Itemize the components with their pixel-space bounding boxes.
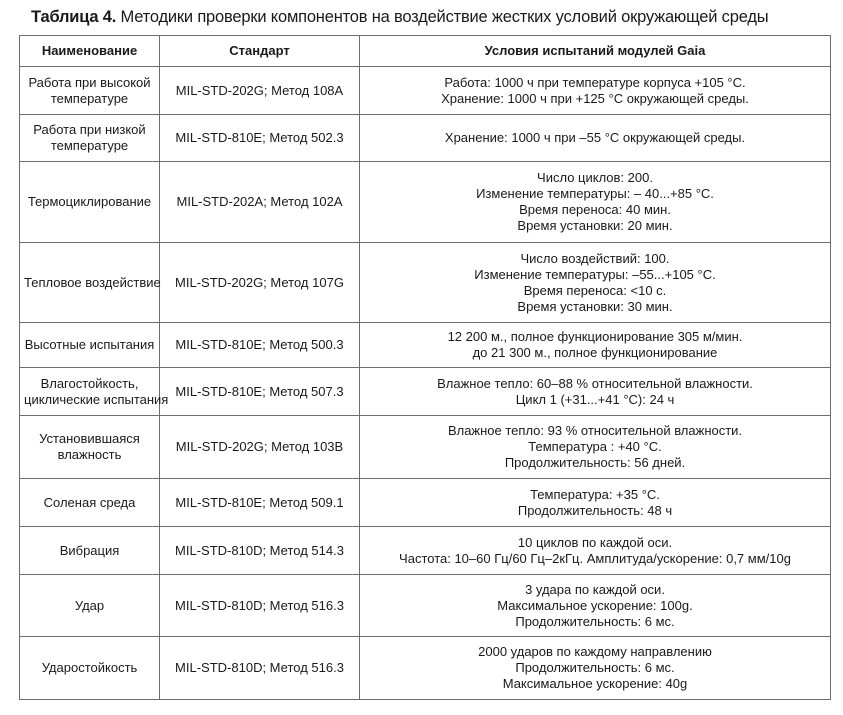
cell-conditions-line: Число циклов: 200. [537,170,653,185]
caption-text: Методики проверки компонентов на воздействие жестких условий окружающей среды [120,8,769,26]
cell-conditions-line: Цикл 1 (+31...+41 °C): 24 ч [515,391,675,407]
cell-name [20,637,160,700]
cell-conditions-line: 10 циклов по каждой оси. [517,534,673,550]
cell-conditions-line: Изменение температуры: – 40...+85 °C. [476,186,714,201]
cell-conditions-line: 12 200 м., полное функционирование 305 м/мин. [447,329,743,344]
table-row [20,637,831,700]
cell-conditions-line: Хранение: 1000 ч при –55 °C окружающей среды. [444,130,746,145]
cell-conditions-line: Продолжительность: 48 ч [517,502,673,518]
cell-conditions [360,527,831,575]
cell-standard: MIL-STD-810D; Метод 516.3 [160,637,360,700]
cell-name [20,368,169,416]
cell-conditions-line: Частота: 10–60 Гц/60 Гц–2кГц. Амплитуда/ускорение: 0,7 мм/10g [399,550,791,566]
cell-conditions [360,479,831,527]
cell-conditions-line: Хранение: 1000 ч при +125 °C окружающей среды. [441,90,749,106]
cell-conditions-line: Время переноса: <10 с. [523,282,667,298]
cell-name-line: Работа при низкой [33,122,146,137]
cell-name-line: Тепловое воздействие [24,274,161,290]
cell-name [20,527,160,575]
cell-name-line: Удар [74,597,105,613]
cell-standard: MIL-STD-810E; Метод 507.3 [160,368,360,416]
cell-conditions-line: до 21 300 м., полное функционирование [472,345,718,360]
cell-name [20,115,160,162]
cell-conditions-line: Время установки: 20 мин. [517,218,673,233]
cell-name-line: Влагостойкость, [40,375,139,391]
cell-conditions-line: Продолжительность: 6 мс. [515,660,675,675]
table-row [20,243,831,323]
cell-conditions-line: Температура : +40 °C. [528,439,662,454]
cell-conditions [360,67,831,115]
cell-standard: MIL-STD-810E; Метод 502.3 [160,115,360,162]
cell-name-line: температуре [50,90,129,106]
cell-conditions [360,637,831,700]
cell-conditions [360,416,831,479]
cell-standard: MIL-STD-202G; Метод 108A [160,67,360,115]
header-standard: Стандарт [160,36,360,67]
cell-conditions [360,368,831,416]
cell-conditions-line: Изменение температуры: –55...+105 °C. [474,266,716,282]
cell-name-line: влажность [57,447,122,462]
table-row [20,479,831,527]
cell-conditions-line: Время переноса: 40 мин. [519,202,671,217]
cell-conditions-line: Время установки: 30 мин. [517,298,673,314]
table-row [20,162,831,243]
cell-conditions-line: Число воздействий: 100. [520,250,670,266]
cell-conditions [360,162,831,243]
cell-name-line: Установившаяся [39,431,140,446]
cell-name-line: Термоциклирование [27,194,152,209]
cell-conditions-line: Продолжительность: 6 мс. [515,613,675,629]
cell-name [20,323,160,368]
cell-name [20,575,160,637]
cell-name-line: температуре [50,138,129,153]
cell-name [20,162,160,243]
cell-conditions-line: Температура: +35 °C. [530,486,660,502]
table-row [20,575,831,637]
cell-name-line: Вибрация [59,542,120,558]
cell-conditions-line: Максимальное ускорение: 40g [502,676,688,691]
cell-conditions [360,243,831,323]
cell-name [20,67,160,115]
table-row [20,323,831,368]
header-conditions: Условия испытаний модулей Gaia [360,36,831,67]
cell-standard: MIL-STD-202A; Метод 102A [160,162,360,243]
cell-conditions-line: Влажное тепло: 60–88 % относительной влажности. [437,375,753,391]
cell-name [20,243,160,323]
cell-name-line: циклические испытания [24,391,169,407]
cell-name-line: Соленая среда [43,494,136,510]
table-row [20,368,831,416]
cell-standard: MIL-STD-810E; Метод 500.3 [160,323,360,368]
cell-name [20,479,160,527]
table-caption [31,8,768,27]
header-name: Наименование [20,36,160,67]
cell-name-line: Работа при высокой [28,74,151,90]
table-body [20,67,831,700]
cell-standard: MIL-STD-202G; Метод 107G [160,243,360,323]
cell-standard: MIL-STD-810D; Метод 516.3 [160,575,360,637]
cell-standard: MIL-STD-810D; Метод 514.3 [160,527,360,575]
cell-conditions [360,323,831,368]
cell-name-line: Ударостойкость [41,660,138,675]
cell-conditions-line: 3 удара по каждой оси. [525,581,665,597]
table-row [20,67,831,115]
header-row [20,36,831,67]
cell-name-line: Высотные испытания [24,337,155,352]
cell-conditions-line: Влажное тепло: 93 % относительной влажности. [447,423,743,438]
table-row [20,416,831,479]
cell-standard: MIL-STD-810E; Метод 509.1 [160,479,360,527]
cell-standard: MIL-STD-202G; Метод 103B [160,416,360,479]
cell-name [20,416,160,479]
cell-conditions [360,575,831,637]
cell-conditions-line: Работа: 1000 ч при температуре корпуса +105 °C. [444,74,746,90]
caption-label: Таблица 4. [31,8,117,26]
table-row [20,527,831,575]
cell-conditions-line: Максимальное ускорение: 100g. [497,597,693,613]
cell-conditions [360,115,831,162]
cell-conditions-line: 2000 ударов по каждому направлению [478,644,712,659]
table-row [20,115,831,162]
cell-conditions-line: Продолжительность: 56 дней. [504,455,686,470]
test-methods-table [19,35,831,700]
